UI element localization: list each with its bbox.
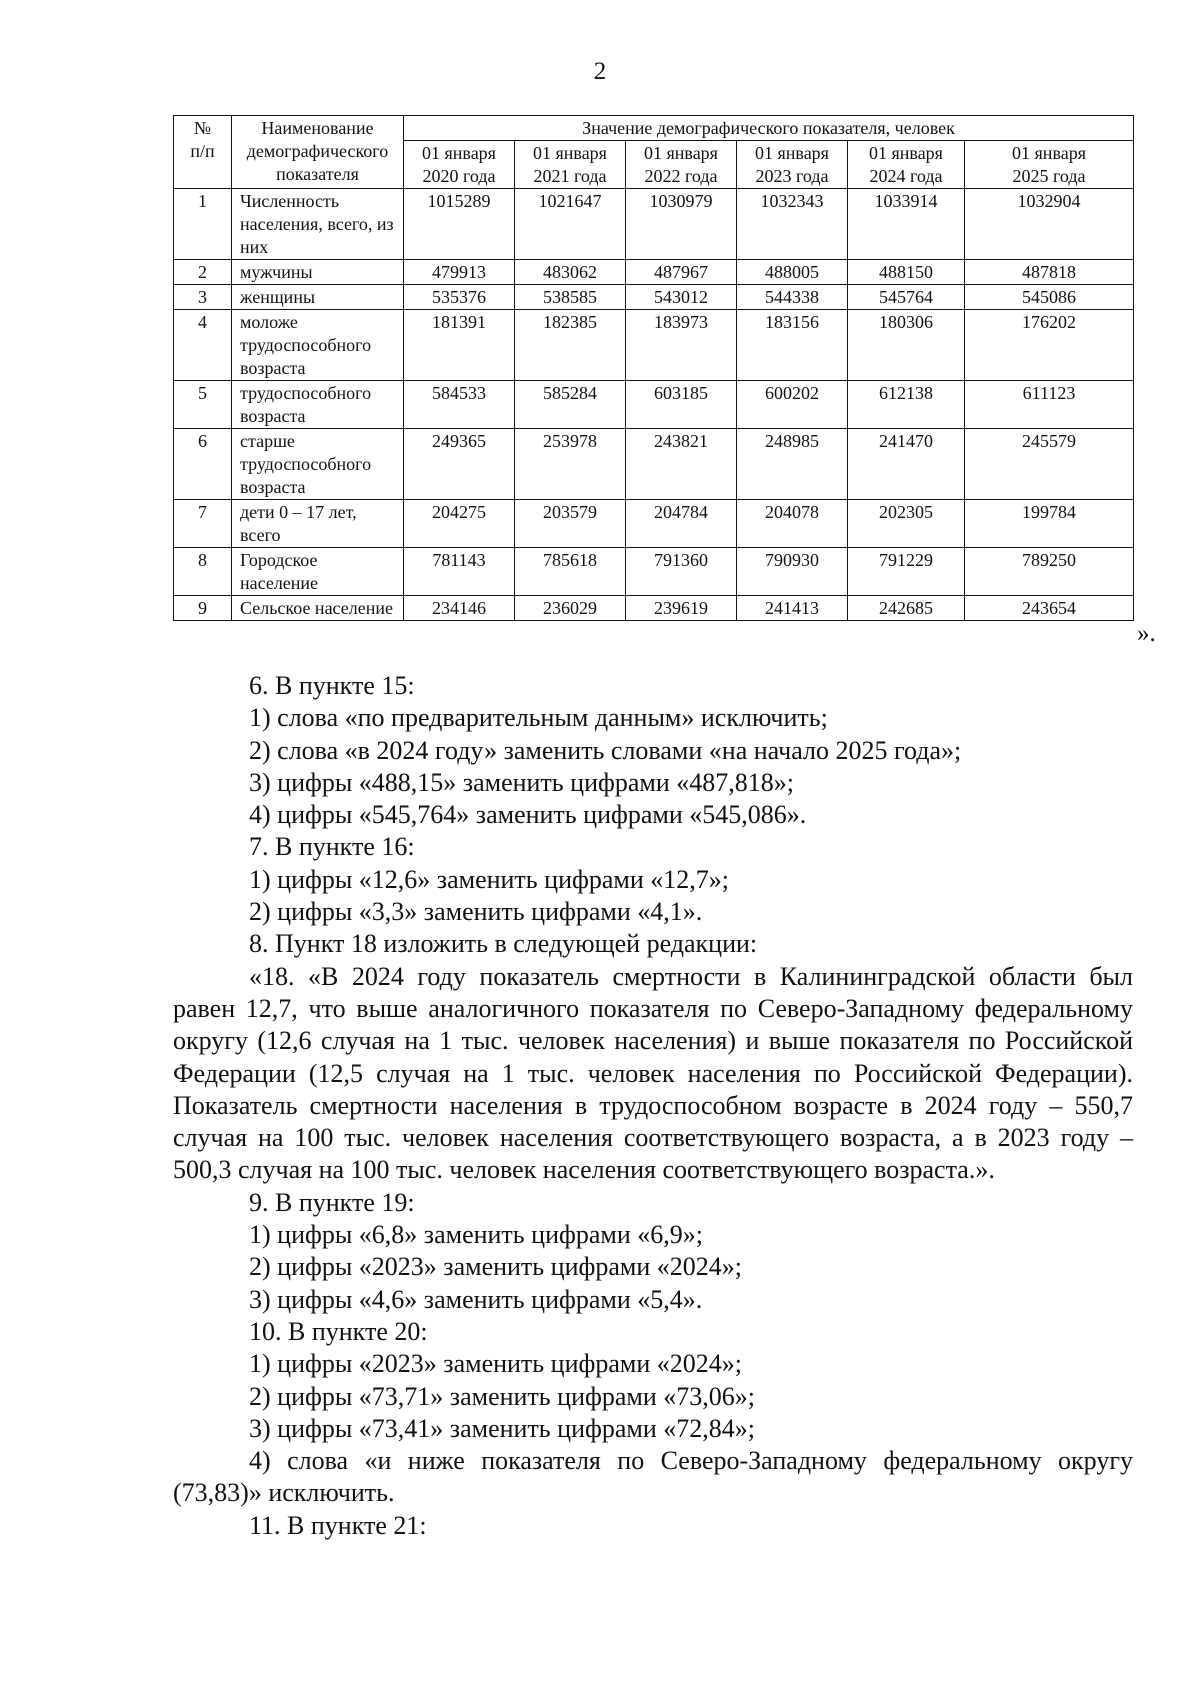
indicator-value: 1030979 xyxy=(626,189,737,260)
paragraph: 4) слова «и ниже показателя по Северо-Западному федеральному округу (73,83)» исключить. xyxy=(173,1446,1133,1508)
indicator-name: дети 0 – 17 лет, всего xyxy=(232,500,404,548)
paragraph: 9. В пункте 19: xyxy=(249,1187,415,1217)
paragraph: 2) цифры «73,71» заменить цифрами «73,06»; xyxy=(249,1381,755,1411)
indicator-value: 182385 xyxy=(515,310,626,381)
indicator-value: 180306 xyxy=(848,310,965,381)
paragraph: 7. В пункте 16: xyxy=(249,832,415,862)
indicator-value: 243821 xyxy=(626,429,737,500)
indicator-name: Сельское население xyxy=(232,596,404,621)
header-year-line1: 01 января xyxy=(755,143,829,163)
paragraph: 11. В пункте 21: xyxy=(249,1510,427,1540)
indicator-value: 242685 xyxy=(848,596,965,621)
header-year-line2: 2020 года xyxy=(422,166,496,186)
indicator-value: 1033914 xyxy=(848,189,965,260)
indicator-value: 181391 xyxy=(404,310,515,381)
table-row xyxy=(174,285,1134,310)
indicator-name: Городское население xyxy=(232,548,404,596)
indicator-value: 545086 xyxy=(965,285,1134,310)
header-year xyxy=(515,141,626,189)
indicator-value: 488150 xyxy=(848,260,965,285)
indicator-value: 202305 xyxy=(848,500,965,548)
row-number: 6 xyxy=(174,429,232,500)
indicator-value: 479913 xyxy=(404,260,515,285)
indicator-value: 176202 xyxy=(965,310,1134,381)
paragraph: 3) цифры «73,41» заменить цифрами «72,84»; xyxy=(249,1413,755,1443)
indicator-value: 487818 xyxy=(965,260,1134,285)
paragraph: 1) цифры «2023» заменить цифрами «2024»; xyxy=(249,1349,742,1379)
row-number: 9 xyxy=(174,596,232,621)
paragraph: 2) цифры «3,3» заменить цифрами «4,1». xyxy=(249,897,703,927)
paragraph: 4) цифры «545,764» заменить цифрами «545,086». xyxy=(249,800,807,830)
indicator-value: 1032904 xyxy=(965,189,1134,260)
header-name-line2: демографического xyxy=(246,141,389,161)
header-year xyxy=(626,141,737,189)
indicator-value: 791229 xyxy=(848,548,965,596)
indicator-value: 603185 xyxy=(626,381,737,429)
header-year-line2: 2023 года xyxy=(755,166,829,186)
paragraph: 10. В пункте 20: xyxy=(249,1316,428,1346)
paragraph: 3) цифры «4,6» заменить цифрами «5,4». xyxy=(249,1284,703,1314)
header-year-line1: 01 января xyxy=(533,143,607,163)
indicator-value: 483062 xyxy=(515,260,626,285)
header-name-line1: Наименование xyxy=(261,118,374,138)
indicator-value: 204078 xyxy=(737,500,848,548)
indicator-value: 544338 xyxy=(737,285,848,310)
header-year-line2: 2022 года xyxy=(644,166,718,186)
header-year-line2: 2025 года xyxy=(1012,166,1086,186)
indicator-name: Численность населения, всего, из них xyxy=(232,189,404,260)
indicator-name: моложе трудоспособного возраста xyxy=(232,310,404,381)
indicator-value: 236029 xyxy=(515,596,626,621)
indicator-name: мужчины xyxy=(232,260,404,285)
paragraph: 2) слова «в 2024 году» заменить словами «на начало 2025 года»; xyxy=(249,735,962,765)
header-year-line1: 01 января xyxy=(869,143,943,163)
indicator-value: 535376 xyxy=(404,285,515,310)
indicator-value: 203579 xyxy=(515,500,626,548)
indicator-value: 241413 xyxy=(737,596,848,621)
indicator-value: 245579 xyxy=(965,429,1134,500)
table-row xyxy=(174,500,1134,548)
indicator-value: 183156 xyxy=(737,310,848,381)
header-year xyxy=(404,141,515,189)
indicator-value: 543012 xyxy=(626,285,737,310)
paragraph: 1) слова «по предварительным данным» исключить; xyxy=(249,703,828,733)
table-row xyxy=(174,189,1134,260)
header-num xyxy=(174,116,232,189)
paragraph: 2) цифры «2023» заменить цифрами «2024»; xyxy=(249,1252,742,1282)
row-number: 4 xyxy=(174,310,232,381)
table-row xyxy=(174,310,1134,381)
indicator-value: 243654 xyxy=(965,596,1134,621)
header-name-line3: показателя xyxy=(276,164,359,184)
table-row xyxy=(174,429,1134,500)
indicator-value: 488005 xyxy=(737,260,848,285)
indicator-value: 545764 xyxy=(848,285,965,310)
paragraph-quoted-point-18: «18. «В 2024 году показатель смертности в Калининградской области был равен 12,7, что выше аналогичного показателя по Северо-Западному федеральному округу (12,6 случая на 1 тыс. человек населения) и выше показателя по Российской Федерации (12,5 случая на 1 тыс. человек населения по Российской Федерации). Показатель смертности населения в трудоспособном возрасте в 2024 году – 550,7 случая на 100 тыс. человек населения соответствующего возраста, а в 2023 году – 500,3 случая на 100 тыс. человек населения соответствующего возраста.». xyxy=(173,961,1133,1185)
paragraph: 6. В пункте 15: xyxy=(249,671,415,700)
indicator-value: 584533 xyxy=(404,381,515,429)
header-year-line1: 01 января xyxy=(422,143,496,163)
header-year xyxy=(737,141,848,189)
demographic-table xyxy=(173,115,1134,621)
indicator-name: старше трудоспособного возраста xyxy=(232,429,404,500)
table-row xyxy=(174,381,1134,429)
indicator-value: 1032343 xyxy=(737,189,848,260)
indicator-value: 538585 xyxy=(515,285,626,310)
row-number: 2 xyxy=(174,260,232,285)
indicator-value: 204275 xyxy=(404,500,515,548)
indicator-value: 611123 xyxy=(965,381,1134,429)
header-year-line2: 2024 года xyxy=(869,166,943,186)
row-number: 8 xyxy=(174,548,232,596)
body-text xyxy=(173,670,1133,1542)
header-year-line2: 2021 года xyxy=(533,166,607,186)
paragraph: 3) цифры «488,15» заменить цифрами «487,818»; xyxy=(249,767,794,797)
header-year xyxy=(848,141,965,189)
table-row xyxy=(174,548,1134,596)
table-close-quote: ». xyxy=(1137,620,1156,647)
indicator-value: 791360 xyxy=(626,548,737,596)
header-num-line1: № xyxy=(193,118,212,138)
page-number: 2 xyxy=(593,58,607,85)
row-number: 1 xyxy=(174,189,232,260)
header-year-line1: 01 января xyxy=(1012,143,1086,163)
indicator-value: 249365 xyxy=(404,429,515,500)
indicator-value: 1021647 xyxy=(515,189,626,260)
header-year-line1: 01 января xyxy=(644,143,718,163)
indicator-name: трудоспособного возраста xyxy=(232,381,404,429)
row-number: 5 xyxy=(174,381,232,429)
indicator-value: 785618 xyxy=(515,548,626,596)
indicator-value: 248985 xyxy=(737,429,848,500)
indicator-name: женщины xyxy=(232,285,404,310)
indicator-value: 1015289 xyxy=(404,189,515,260)
header-year xyxy=(965,141,1134,189)
row-number: 7 xyxy=(174,500,232,548)
header-num-line2: п/п xyxy=(190,141,215,161)
paragraph: 1) цифры «12,6» заменить цифрами «12,7»; xyxy=(249,864,729,894)
indicator-value: 253978 xyxy=(515,429,626,500)
indicator-value: 239619 xyxy=(626,596,737,621)
indicator-value: 199784 xyxy=(965,500,1134,548)
indicator-value: 487967 xyxy=(626,260,737,285)
indicator-value: 612138 xyxy=(848,381,965,429)
indicator-value: 204784 xyxy=(626,500,737,548)
indicator-value: 781143 xyxy=(404,548,515,596)
indicator-value: 241470 xyxy=(848,429,965,500)
paragraph: 8. Пункт 18 изложить в следующей редакции: xyxy=(249,929,758,959)
header-indicator-name xyxy=(232,116,404,189)
indicator-value: 585284 xyxy=(515,381,626,429)
indicator-value: 234146 xyxy=(404,596,515,621)
table-header-row xyxy=(174,116,1134,141)
indicator-value: 600202 xyxy=(737,381,848,429)
header-values-title: Значение демографического показателя, человек xyxy=(404,116,1134,141)
indicator-value: 183973 xyxy=(626,310,737,381)
table-row xyxy=(174,260,1134,285)
row-number: 3 xyxy=(174,285,232,310)
table-row xyxy=(174,596,1134,621)
indicator-value: 789250 xyxy=(965,548,1134,596)
indicator-value: 790930 xyxy=(737,548,848,596)
paragraph: 1) цифры «6,8» заменить цифрами «6,9»; xyxy=(249,1220,703,1250)
